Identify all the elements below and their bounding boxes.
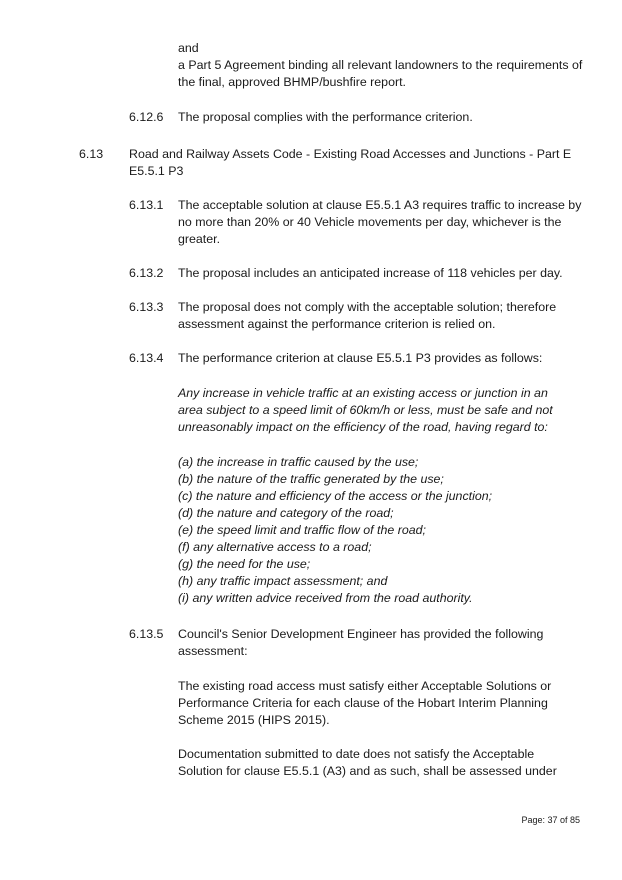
paragraph-text: The proposal complies with the performance criterion. <box>178 110 473 124</box>
paragraph-text: The proposal includes an anticipated increase of 118 vehicles per day. <box>178 266 563 280</box>
assessment-text: The existing road access must satisfy either Acceptable Solutions or <box>178 679 552 693</box>
paragraph-text: The acceptable solution at clause E5.5.1 A3 requires traffic to increase by <box>178 198 582 212</box>
section-heading: Road and Railway Assets Code - Existing Road Accesses and Junctions - Part E <box>129 147 572 161</box>
paragraph-number: 6.13.1 <box>129 198 164 212</box>
paragraph-text: greater. <box>178 232 221 246</box>
quote-list-item: (a) the increase in traffic caused by the use; <box>178 455 419 469</box>
section-heading: E5.5.1 P3 <box>129 164 184 178</box>
intro-line: the final, approved BHMP/bushfire report. <box>178 75 406 89</box>
paragraph-text: The proposal does not comply with the acceptable solution; therefore <box>178 300 557 314</box>
quote-line: area subject to a speed limit of 60km/h or less, must be safe and not <box>178 403 553 417</box>
paragraph-number: 6.13.3 <box>129 300 164 314</box>
paragraph-number: 6.13.4 <box>129 351 164 365</box>
quote-list-item: (h) any traffic impact assessment; and <box>178 574 388 588</box>
quote-list-item: (g) the need for the use; <box>178 557 311 571</box>
paragraph-text: Council's Senior Development Engineer has provided the following <box>178 627 544 641</box>
assessment-text: Performance Criteria for each clause of the Hobart Interim Planning <box>178 696 548 710</box>
intro-line: and <box>178 41 199 55</box>
paragraph-text: no more than 20% or 40 Vehicle movements per day, whichever is the <box>178 215 562 229</box>
intro-line: a Part 5 Agreement binding all relevant landowners to the requirements of <box>178 58 583 72</box>
quote-list-item: (i) any written advice received from the road authority. <box>178 591 473 605</box>
quote-list-item: (e) the speed limit and traffic flow of the road; <box>178 523 426 537</box>
paragraph-number: 6.12.6 <box>129 110 164 124</box>
quote-list-item: (f) any alternative access to a road; <box>178 540 372 554</box>
quote-list-item: (d) the nature and category of the road; <box>178 506 394 520</box>
assessment-text: Documentation submitted to date does not satisfy the Acceptable <box>178 747 535 761</box>
paragraph-text: assessment: <box>178 644 248 658</box>
page-number: Page: 37 of 85 <box>521 815 580 825</box>
paragraph-text: assessment against the performance criterion is relied on. <box>178 317 496 331</box>
paragraph-text: The performance criterion at clause E5.5.1 P3 provides as follows: <box>178 351 543 365</box>
quote-line: Any increase in vehicle traffic at an existing access or junction in an <box>178 386 548 400</box>
assessment-text: Solution for clause E5.5.1 (A3) and as such, shall be assessed under <box>178 764 557 778</box>
quote-line: unreasonably impact on the efficiency of the road, having regard to: <box>178 420 548 434</box>
paragraph-number: 6.13.5 <box>129 627 164 641</box>
assessment-text: Scheme 2015 (HIPS 2015). <box>178 713 330 727</box>
paragraph-number: 6.13.2 <box>129 266 164 280</box>
quote-list-item: (b) the nature of the traffic generated by the use; <box>178 472 444 486</box>
quote-list-item: (c) the nature and efficiency of the access or the junction; <box>178 489 493 503</box>
section-number: 6.13 <box>79 147 104 161</box>
